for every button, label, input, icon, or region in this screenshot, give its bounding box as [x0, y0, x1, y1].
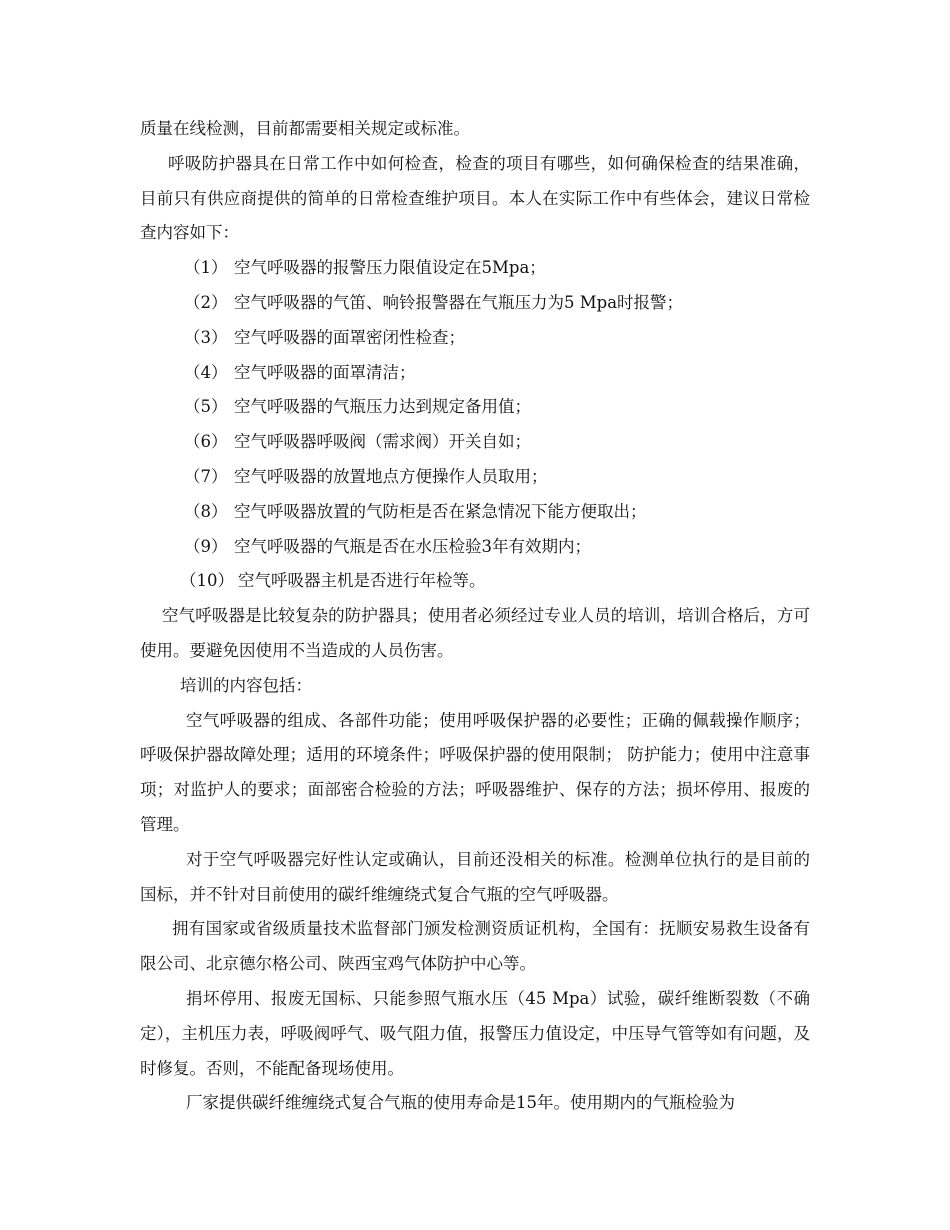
paragraph-training-heading: 培训的内容包括：	[180, 675, 312, 695]
document-body	[140, 112, 810, 1121]
list-item-number: （10）	[180, 571, 234, 591]
list-item	[140, 356, 810, 391]
list-item-text: 空气呼吸器主机是否进行年检等。	[238, 571, 486, 591]
list-item-number: （7）	[184, 466, 228, 486]
daily-check-list	[140, 251, 810, 599]
paragraph-training-content: 空气呼吸器的组成、各部件功能；使用呼吸保护器的必要性；正确的佩载操作顺序；呼吸保护器故障处理；适用的环境条件；呼吸保护器的使用限制； 防护能力；使用中注意事项；对监护人的要求；面部密合检验的方法；呼吸器维护、保存的方法；损坏停用、报废的管理。	[140, 710, 810, 834]
list-item	[140, 321, 810, 356]
paragraph-certified-agencies: 拥有国家或省级质量技术监督部门颁发检测资质证机构，全国有：抚顺安易救生设备有限公司、北京德尔格公司、陕西宝鸡气体防护中心等。	[140, 919, 810, 974]
list-item-number: （6）	[184, 432, 228, 452]
paragraph-training-requirement: 空气呼吸器是比较复杂的防护器具；使用者必须经过专业人员的培训，培训合格后，方可使用。要避免因使用不当造成的人员伤害。	[140, 606, 810, 660]
paragraph-daily-check-intro: 呼吸防护器具在日常工作中如何检查，检查的项目有哪些，如何确保检查的结果准确，目前只有供应商提供的简单的日常检查维护项目。本人在实际工作中有些体会，建议日常检查内容如下：	[140, 153, 810, 243]
list-item-text: 空气呼吸器的气笛、响铃报警器在气瓶压力为5 Mpa时报警；	[234, 292, 684, 312]
list-item-text: 空气呼吸器的面罩密闭性检查；	[234, 327, 465, 347]
list-item	[140, 460, 810, 495]
list-item-number: （3）	[184, 327, 228, 347]
list-item	[140, 286, 810, 321]
list-item	[140, 251, 810, 286]
list-item	[140, 390, 810, 425]
list-item	[140, 530, 810, 565]
list-item-text: 空气呼吸器的气瓶压力达到规定备用值；	[234, 397, 531, 417]
paragraph-scrap-management: 捐坏停用、报废无国标、只能参照气瓶水压（45 Mpa）试验，碳纤维断裂数（不确定），主机压力表，呼吸阀呼气、吸气阻力值，报警压力值设定，中压导气管等如有问题，及时修复。否则，不能配备现场使用。	[140, 988, 810, 1078]
list-item	[140, 425, 810, 460]
list-item-number: （5）	[184, 397, 228, 417]
list-item	[140, 564, 810, 599]
list-item-number: （4）	[184, 362, 228, 382]
list-item-text: 空气呼吸器的报警压力限值设定在5Mpa；	[234, 258, 546, 278]
paragraph-cylinder-lifespan: 厂家提供碳纤维缠绕式复合气瓶的使用寿命是15年。使用期内的气瓶检验为	[186, 1093, 735, 1113]
list-item-number: （9）	[184, 536, 228, 556]
list-item-text: 空气呼吸器呼吸阀（需求阀）开关自如；	[234, 432, 531, 452]
list-item-text: 空气呼吸器的面罩清洁；	[234, 362, 416, 382]
list-item-text: 空气呼吸器的气瓶是否在水压检验3年有效期内；	[234, 536, 591, 556]
list-item-number: （2）	[184, 292, 228, 312]
list-item-text: 空气呼吸器的放置地点方便操作人员取用；	[234, 466, 548, 486]
list-item	[140, 495, 810, 530]
list-item-number: （8）	[184, 501, 228, 521]
list-item-text: 空气呼吸器放置的气防柜是否在紧急情况下能方便取出；	[234, 501, 647, 521]
paragraph-integrity-standard: 对于空气呼吸器完好性认定或确认，目前还没相关的标准。检测单位执行的是目前的国标，并不针对目前使用的碳纤维缠绕式复合气瓶的空气呼吸器。	[140, 849, 810, 904]
list-item-number: （1）	[184, 258, 228, 278]
paragraph-quality-inspection: 质量在线检测，目前都需要相关规定或标准。	[140, 119, 470, 138]
